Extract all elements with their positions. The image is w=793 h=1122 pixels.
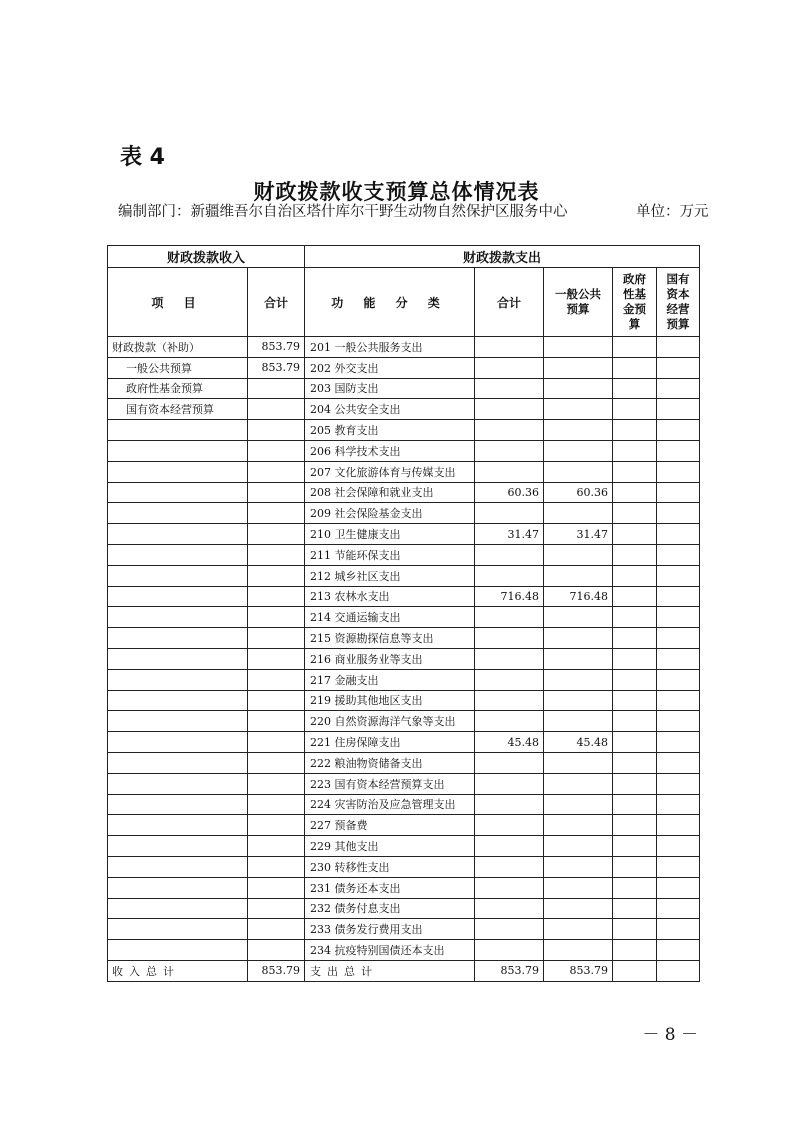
table-row bbox=[108, 461, 700, 482]
table-row bbox=[108, 544, 700, 565]
income-item-cell bbox=[108, 461, 248, 482]
expense-fund-cell bbox=[613, 461, 657, 482]
expense-fund-cell bbox=[613, 794, 657, 815]
expense-total-cell bbox=[475, 440, 544, 461]
table-row bbox=[108, 628, 700, 649]
expense-total-cell bbox=[475, 503, 544, 524]
income-group-header: 财政拨款收入 bbox=[108, 246, 305, 268]
income-total-cell bbox=[248, 773, 305, 794]
table-row bbox=[108, 586, 700, 607]
expense-item-cell: 201 一般公共服务支出 bbox=[305, 337, 475, 358]
expense-fund-cell bbox=[613, 919, 657, 940]
expense-capital-cell bbox=[657, 565, 700, 586]
table-row bbox=[108, 648, 700, 669]
income-total-cell bbox=[248, 586, 305, 607]
expense-fund-cell bbox=[613, 815, 657, 836]
expense-total-cell: 31.47 bbox=[475, 524, 544, 545]
state-capital-header bbox=[657, 268, 700, 337]
expense-fund-total bbox=[613, 960, 657, 981]
expense-fund-cell bbox=[613, 836, 657, 857]
expense-item-cell: 206 科学技术支出 bbox=[305, 440, 475, 461]
table-row bbox=[108, 856, 700, 877]
expense-general-cell bbox=[544, 544, 613, 565]
expense-capital-cell bbox=[657, 648, 700, 669]
income-total-cell bbox=[248, 898, 305, 919]
expense-general-cell: 31.47 bbox=[544, 524, 613, 545]
table-row bbox=[108, 919, 700, 940]
income-total-cell bbox=[248, 836, 305, 857]
expense-total-cell bbox=[475, 898, 544, 919]
income-item-cell bbox=[108, 711, 248, 732]
expense-item-cell: 210 卫生健康支出 bbox=[305, 524, 475, 545]
expense-general-cell bbox=[544, 877, 613, 898]
expense-total-cell bbox=[475, 607, 544, 628]
expense-fund-cell bbox=[613, 337, 657, 358]
income-total-label: 收入总计 bbox=[108, 960, 248, 981]
expense-total-cell bbox=[475, 794, 544, 815]
table-body bbox=[108, 337, 700, 961]
expense-general-cell bbox=[544, 357, 613, 378]
income-total-cell bbox=[248, 690, 305, 711]
income-total-cell bbox=[248, 628, 305, 649]
expense-total-cell bbox=[475, 836, 544, 857]
income-total-cell bbox=[248, 378, 305, 399]
page-title: 财政拨款收支预算总体情况表 bbox=[253, 180, 540, 204]
header-row-columns bbox=[108, 268, 700, 337]
expense-general-cell bbox=[544, 399, 613, 420]
expense-total-cell bbox=[475, 628, 544, 649]
expense-item-cell: 234 抗疫特别国债还本支出 bbox=[305, 940, 475, 961]
income-total-cell bbox=[248, 940, 305, 961]
expense-general-cell bbox=[544, 856, 613, 877]
income-total-cell bbox=[248, 544, 305, 565]
expense-total-cell bbox=[475, 752, 544, 773]
table-row bbox=[108, 565, 700, 586]
expense-item-cell: 215 资源勘探信息等支出 bbox=[305, 628, 475, 649]
expense-fund-cell bbox=[613, 607, 657, 628]
expense-total-label: 支出总计 bbox=[305, 960, 475, 981]
income-item-cell: 政府性基金预算 bbox=[108, 378, 248, 399]
expense-total-cell bbox=[475, 711, 544, 732]
expense-general-cell bbox=[544, 940, 613, 961]
income-total-cell bbox=[248, 648, 305, 669]
expense-fund-cell bbox=[613, 669, 657, 690]
expense-fund-cell bbox=[613, 378, 657, 399]
table-row bbox=[108, 752, 700, 773]
gov-fund-header-text: 政府性基金预算 bbox=[623, 272, 647, 331]
table-row bbox=[108, 815, 700, 836]
income-item-cell bbox=[108, 773, 248, 794]
expense-item-cell: 208 社会保障和就业支出 bbox=[305, 482, 475, 503]
expense-capital-cell bbox=[657, 337, 700, 358]
expense-general-cell: 45.48 bbox=[544, 732, 613, 753]
expense-capital-cell bbox=[657, 461, 700, 482]
expense-item-cell: 214 交通运输支出 bbox=[305, 607, 475, 628]
expense-fund-cell bbox=[613, 690, 657, 711]
income-item-cell: 一般公共预算 bbox=[108, 357, 248, 378]
expense-total-cell: 45.48 bbox=[475, 732, 544, 753]
income-item-cell bbox=[108, 877, 248, 898]
income-total-cell bbox=[248, 503, 305, 524]
expense-item-cell: 230 转移性支出 bbox=[305, 856, 475, 877]
income-total-cell bbox=[248, 752, 305, 773]
expense-capital-cell bbox=[657, 482, 700, 503]
expense-item-cell: 220 自然资源海洋气象等支出 bbox=[305, 711, 475, 732]
expense-capital-cell bbox=[657, 440, 700, 461]
expense-total-cell bbox=[475, 815, 544, 836]
expense-general-cell bbox=[544, 836, 613, 857]
expense-total-cell: 716.48 bbox=[475, 586, 544, 607]
expense-item-cell: 212 城乡社区支出 bbox=[305, 565, 475, 586]
expense-capital-cell bbox=[657, 877, 700, 898]
expense-general-cell bbox=[544, 648, 613, 669]
income-total-cell bbox=[248, 919, 305, 940]
expense-item-cell: 229 其他支出 bbox=[305, 836, 475, 857]
expense-capital-cell bbox=[657, 732, 700, 753]
expense-capital-total bbox=[657, 960, 700, 981]
expense-general-cell bbox=[544, 337, 613, 358]
expense-capital-cell bbox=[657, 420, 700, 441]
expense-item-cell: 211 节能环保支出 bbox=[305, 544, 475, 565]
expense-item-cell: 202 外交支出 bbox=[305, 357, 475, 378]
expense-capital-cell bbox=[657, 752, 700, 773]
expense-general-cell bbox=[544, 752, 613, 773]
table-row bbox=[108, 940, 700, 961]
table-row bbox=[108, 836, 700, 857]
expense-total-cell bbox=[475, 420, 544, 441]
income-total-cell bbox=[248, 607, 305, 628]
expense-item-cell: 216 商业服务业等支出 bbox=[305, 648, 475, 669]
expense-total-header: 合计 bbox=[475, 268, 544, 337]
table-row bbox=[108, 898, 700, 919]
table-row bbox=[108, 357, 700, 378]
expense-general-cell bbox=[544, 378, 613, 399]
table-row bbox=[108, 669, 700, 690]
expense-item-cell: 213 农林水支出 bbox=[305, 586, 475, 607]
expense-total-cell bbox=[475, 544, 544, 565]
expense-general-cell bbox=[544, 711, 613, 732]
expense-fund-cell bbox=[613, 399, 657, 420]
expense-capital-cell bbox=[657, 399, 700, 420]
income-item-cell bbox=[108, 524, 248, 545]
expense-general-cell bbox=[544, 565, 613, 586]
income-item-cell bbox=[108, 440, 248, 461]
unit-label: 单位：万元 bbox=[636, 204, 709, 220]
income-item-cell bbox=[108, 836, 248, 857]
expense-capital-cell bbox=[657, 836, 700, 857]
expense-item-cell: 204 公共安全支出 bbox=[305, 399, 475, 420]
table-row bbox=[108, 503, 700, 524]
income-item-cell bbox=[108, 856, 248, 877]
expense-capital-cell bbox=[657, 586, 700, 607]
expense-general-cell bbox=[544, 773, 613, 794]
income-total-header: 合计 bbox=[248, 268, 305, 337]
expense-item-cell: 232 债务付息支出 bbox=[305, 898, 475, 919]
income-item-cell bbox=[108, 898, 248, 919]
expense-item-cell: 223 国有资本经营预算支出 bbox=[305, 773, 475, 794]
table-row bbox=[108, 337, 700, 358]
income-total-cell bbox=[248, 524, 305, 545]
table-row bbox=[108, 420, 700, 441]
expense-capital-cell bbox=[657, 898, 700, 919]
function-class-header: 功 能 分 类 bbox=[305, 268, 475, 337]
expense-general-cell bbox=[544, 669, 613, 690]
table-row bbox=[108, 773, 700, 794]
expense-fund-cell bbox=[613, 586, 657, 607]
expense-fund-cell bbox=[613, 482, 657, 503]
expense-item-cell: 222 粮油物资储备支出 bbox=[305, 752, 475, 773]
expense-capital-cell bbox=[657, 773, 700, 794]
income-total-value: 853.79 bbox=[248, 960, 305, 981]
table-row bbox=[108, 482, 700, 503]
income-item-cell bbox=[108, 628, 248, 649]
expense-total-cell bbox=[475, 565, 544, 586]
expense-capital-cell bbox=[657, 669, 700, 690]
expense-item-cell: 219 援助其他地区支出 bbox=[305, 690, 475, 711]
expense-capital-cell bbox=[657, 357, 700, 378]
expense-capital-cell bbox=[657, 919, 700, 940]
expense-capital-cell bbox=[657, 711, 700, 732]
expense-total-cell bbox=[475, 357, 544, 378]
expense-total-cell bbox=[475, 773, 544, 794]
income-total-cell: 853.79 bbox=[248, 337, 305, 358]
expense-item-cell: 205 教育支出 bbox=[305, 420, 475, 441]
income-total-cell bbox=[248, 877, 305, 898]
expense-general-cell bbox=[544, 815, 613, 836]
income-total-cell bbox=[248, 420, 305, 441]
expense-item-cell: 217 金融支出 bbox=[305, 669, 475, 690]
income-item-cell bbox=[108, 752, 248, 773]
expense-capital-cell bbox=[657, 690, 700, 711]
expense-fund-cell bbox=[613, 648, 657, 669]
income-total-cell bbox=[248, 669, 305, 690]
table-row bbox=[108, 399, 700, 420]
table-row bbox=[108, 711, 700, 732]
income-item-cell bbox=[108, 794, 248, 815]
income-item-cell bbox=[108, 815, 248, 836]
expense-fund-cell bbox=[613, 711, 657, 732]
expense-fund-cell bbox=[613, 524, 657, 545]
income-total-cell bbox=[248, 482, 305, 503]
income-total-cell bbox=[248, 856, 305, 877]
table-row bbox=[108, 794, 700, 815]
org-label: 编制部门：新疆维吾尔自治区塔什库尔干野生动物自然保护区服务中心 bbox=[118, 204, 568, 220]
expense-item-cell: 207 文化旅游体育与传媒支出 bbox=[305, 461, 475, 482]
income-total-cell bbox=[248, 565, 305, 586]
income-total-cell bbox=[248, 711, 305, 732]
expense-general-cell bbox=[544, 420, 613, 441]
expense-fund-cell bbox=[613, 565, 657, 586]
expense-item-cell: 221 住房保障支出 bbox=[305, 732, 475, 753]
expense-general-cell bbox=[544, 503, 613, 524]
income-item-cell: 财政拨款（补助） bbox=[108, 337, 248, 358]
expense-general-cell bbox=[544, 440, 613, 461]
header-row-group bbox=[108, 246, 700, 268]
table-row bbox=[108, 524, 700, 545]
expense-total-cell bbox=[475, 856, 544, 877]
expense-total-cell: 60.36 bbox=[475, 482, 544, 503]
expense-general-cell bbox=[544, 898, 613, 919]
expense-total-cell bbox=[475, 877, 544, 898]
expense-total-cell bbox=[475, 690, 544, 711]
expense-fund-cell bbox=[613, 440, 657, 461]
expense-group-header: 财政拨款支出 bbox=[305, 246, 700, 268]
expense-total-cell bbox=[475, 461, 544, 482]
general-budget-header bbox=[544, 268, 613, 337]
general-budget-header-text: 一般公共预算 bbox=[555, 287, 602, 316]
income-item-cell bbox=[108, 586, 248, 607]
income-item-cell bbox=[108, 482, 248, 503]
income-total-cell bbox=[248, 399, 305, 420]
income-item-cell bbox=[108, 669, 248, 690]
expense-fund-cell bbox=[613, 357, 657, 378]
income-item-cell bbox=[108, 648, 248, 669]
expense-general-cell: 716.48 bbox=[544, 586, 613, 607]
totals-row bbox=[108, 960, 700, 981]
income-total-cell bbox=[248, 440, 305, 461]
table-row bbox=[108, 732, 700, 753]
table-row bbox=[108, 607, 700, 628]
expense-capital-cell bbox=[657, 607, 700, 628]
income-total-cell: 853.79 bbox=[248, 357, 305, 378]
income-item-cell bbox=[108, 503, 248, 524]
expense-capital-cell bbox=[657, 503, 700, 524]
expense-capital-cell bbox=[657, 815, 700, 836]
income-item-cell bbox=[108, 732, 248, 753]
income-total-cell bbox=[248, 815, 305, 836]
expense-general-total: 853.79 bbox=[544, 960, 613, 981]
expense-item-cell: 209 社会保险基金支出 bbox=[305, 503, 475, 524]
expense-general-cell bbox=[544, 607, 613, 628]
expense-item-cell: 227 预备费 bbox=[305, 815, 475, 836]
table-meta bbox=[118, 203, 718, 222]
expense-fund-cell bbox=[613, 940, 657, 961]
expense-item-cell: 203 国防支出 bbox=[305, 378, 475, 399]
expense-general-cell bbox=[544, 919, 613, 940]
expense-total-cell bbox=[475, 399, 544, 420]
income-item-cell: 国有资本经营预算 bbox=[108, 399, 248, 420]
expense-fund-cell bbox=[613, 732, 657, 753]
expense-total-cell bbox=[475, 940, 544, 961]
expense-capital-cell bbox=[657, 544, 700, 565]
table-row bbox=[108, 440, 700, 461]
expense-total-cell bbox=[475, 669, 544, 690]
expense-total-cell bbox=[475, 648, 544, 669]
expense-total-cell bbox=[475, 337, 544, 358]
gov-fund-header bbox=[613, 268, 657, 337]
expense-item-cell: 233 债务发行费用支出 bbox=[305, 919, 475, 940]
expense-item-cell: 231 债务还本支出 bbox=[305, 877, 475, 898]
income-total-cell bbox=[248, 461, 305, 482]
expense-fund-cell bbox=[613, 503, 657, 524]
expense-fund-cell bbox=[613, 420, 657, 441]
expense-total-value: 853.79 bbox=[475, 960, 544, 981]
table-row bbox=[108, 690, 700, 711]
expense-fund-cell bbox=[613, 877, 657, 898]
item-header: 项 目 bbox=[108, 268, 248, 337]
expense-general-cell: 60.36 bbox=[544, 482, 613, 503]
expense-fund-cell bbox=[613, 898, 657, 919]
budget-table bbox=[107, 245, 700, 982]
expense-capital-cell bbox=[657, 794, 700, 815]
state-capital-header-text: 国有资本经营预算 bbox=[666, 272, 690, 331]
expense-general-cell bbox=[544, 794, 613, 815]
expense-capital-cell bbox=[657, 856, 700, 877]
page-number: － 8 － bbox=[642, 1025, 698, 1045]
table-row bbox=[108, 877, 700, 898]
income-item-cell bbox=[108, 420, 248, 441]
expense-general-cell bbox=[544, 628, 613, 649]
expense-fund-cell bbox=[613, 856, 657, 877]
expense-capital-cell bbox=[657, 628, 700, 649]
expense-capital-cell bbox=[657, 940, 700, 961]
expense-fund-cell bbox=[613, 628, 657, 649]
income-item-cell bbox=[108, 565, 248, 586]
income-item-cell bbox=[108, 690, 248, 711]
expense-fund-cell bbox=[613, 752, 657, 773]
expense-total-cell bbox=[475, 919, 544, 940]
income-total-cell bbox=[248, 732, 305, 753]
income-item-cell bbox=[108, 607, 248, 628]
income-item-cell bbox=[108, 544, 248, 565]
expense-general-cell bbox=[544, 461, 613, 482]
expense-item-cell: 224 灾害防治及应急管理支出 bbox=[305, 794, 475, 815]
income-item-cell bbox=[108, 940, 248, 961]
expense-general-cell bbox=[544, 690, 613, 711]
table-row bbox=[108, 378, 700, 399]
income-item-cell bbox=[108, 919, 248, 940]
table-number: 表 4 bbox=[120, 145, 165, 170]
expense-fund-cell bbox=[613, 544, 657, 565]
expense-total-cell bbox=[475, 378, 544, 399]
expense-fund-cell bbox=[613, 773, 657, 794]
expense-capital-cell bbox=[657, 524, 700, 545]
expense-capital-cell bbox=[657, 378, 700, 399]
income-total-cell bbox=[248, 794, 305, 815]
